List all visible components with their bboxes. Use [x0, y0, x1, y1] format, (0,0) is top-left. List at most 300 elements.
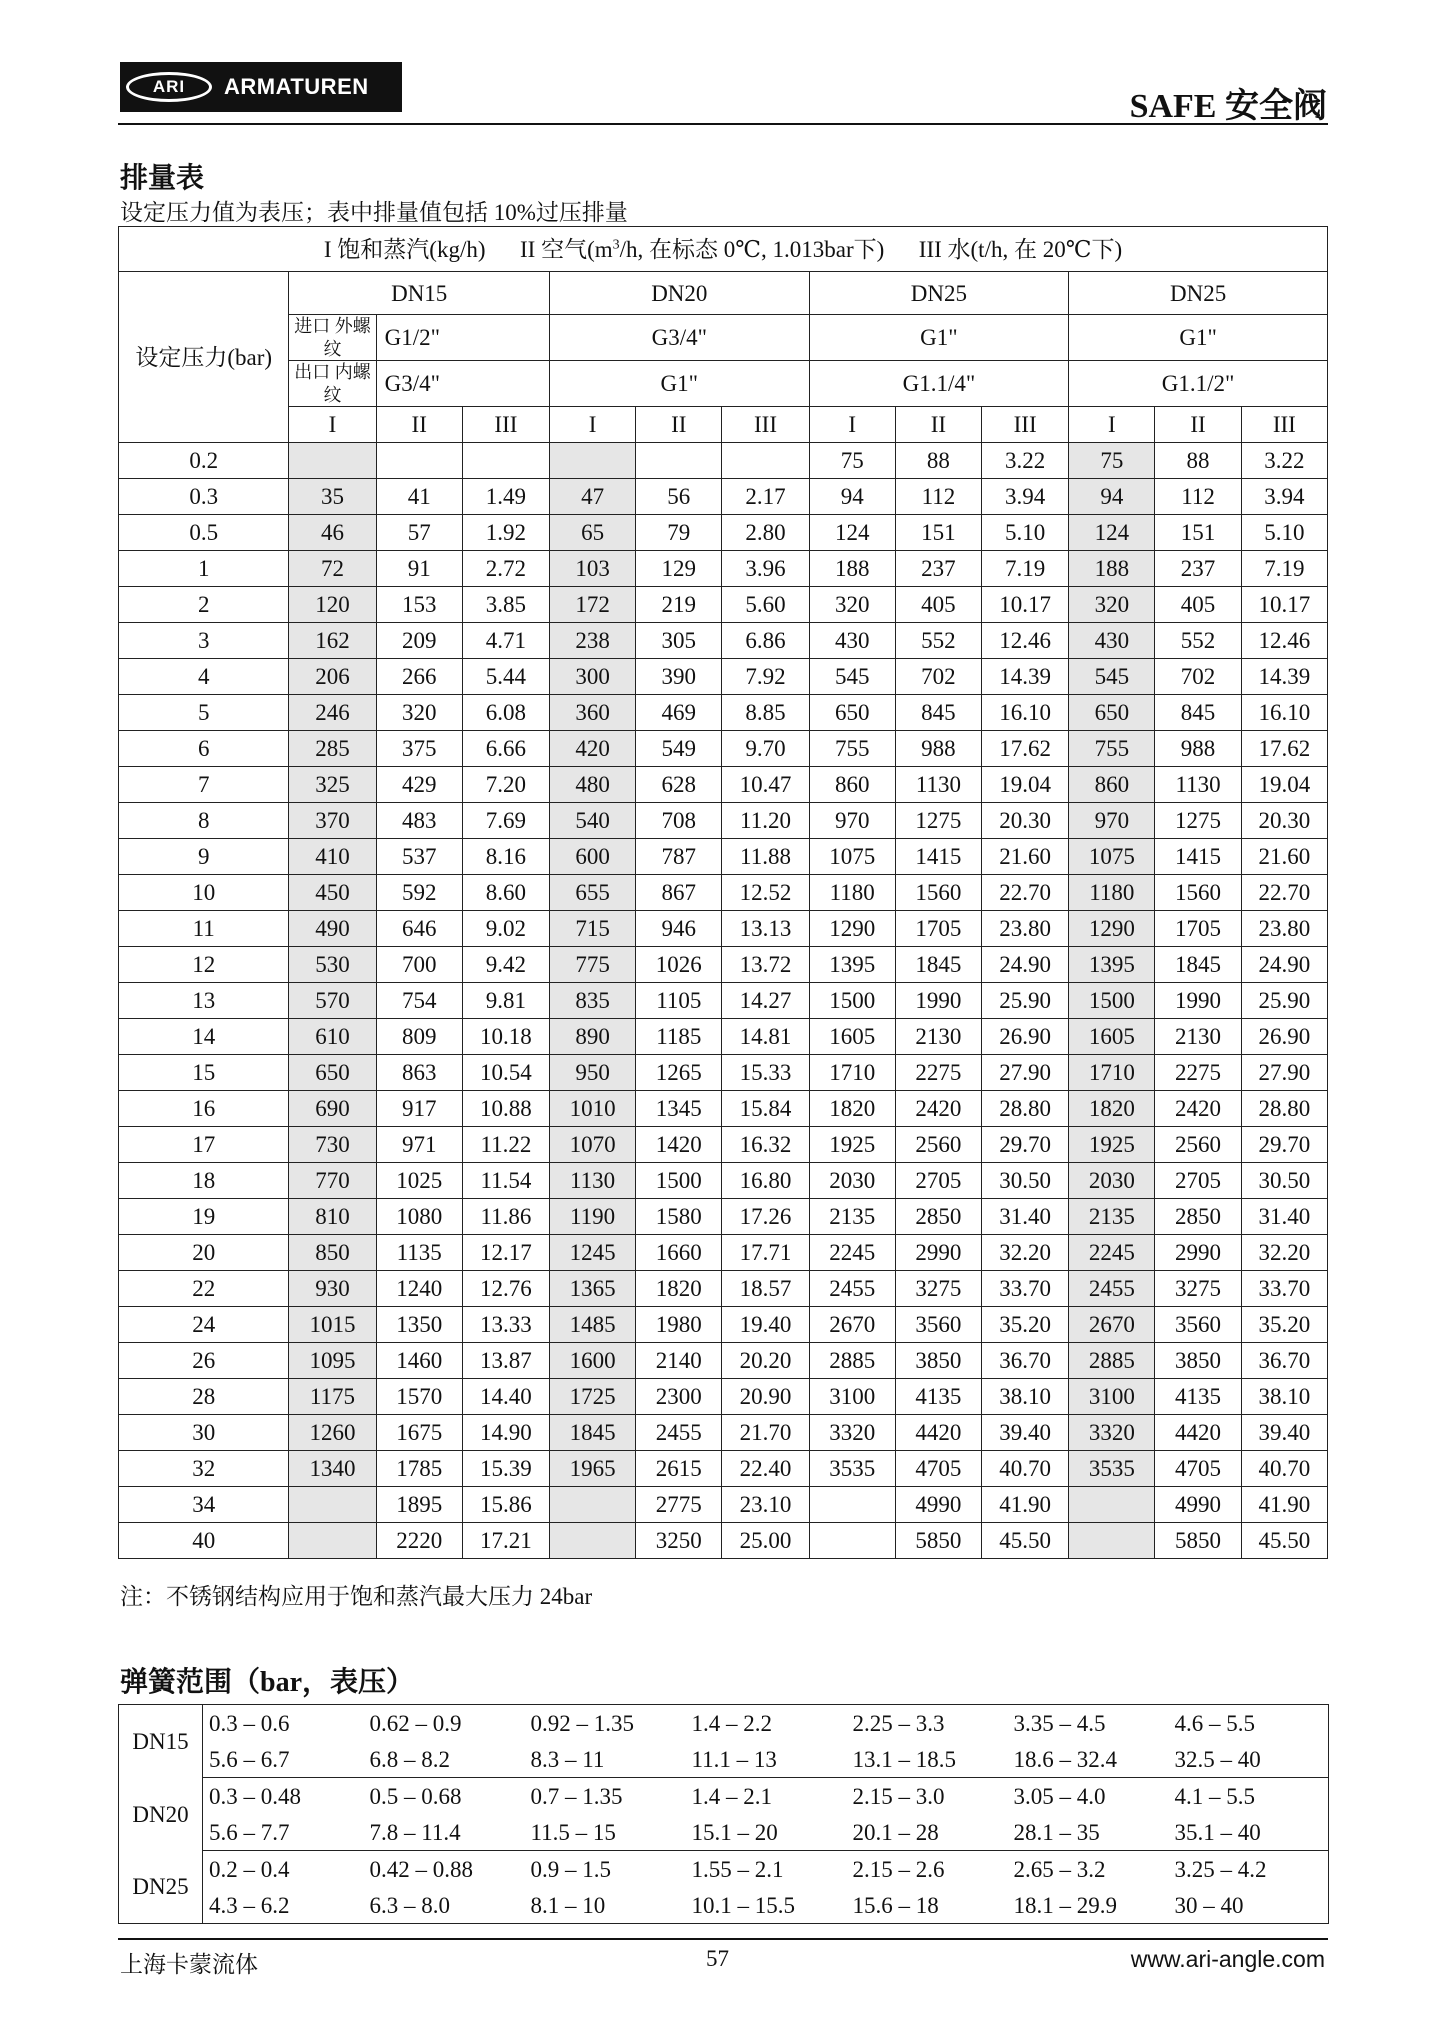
capacity-cell: 38.10 — [1241, 1379, 1327, 1415]
capacity-cell: 11.86 — [462, 1199, 549, 1235]
capacity-cell: 650 — [1069, 695, 1155, 731]
capacity-cell: 2.80 — [722, 515, 809, 551]
medium-subheader-cell: III — [462, 407, 549, 443]
capacity-cell: 237 — [1155, 551, 1241, 587]
table-row — [119, 695, 1328, 731]
capacity-cell: 45.50 — [982, 1523, 1069, 1559]
capacity-cell: 4990 — [895, 1487, 981, 1523]
capacity-cell: 1025 — [376, 1163, 462, 1199]
capacity-cell: 1185 — [636, 1019, 722, 1055]
capacity-cell: 1075 — [1069, 839, 1155, 875]
capacity-cell: 153 — [376, 587, 462, 623]
capacity-cell: 410 — [289, 839, 376, 875]
set-pressure-cell: 6 — [119, 731, 289, 767]
capacity-cell: 2885 — [1069, 1343, 1155, 1379]
capacity-cell: 1265 — [636, 1055, 722, 1091]
spring-range-cell: 20.1 – 28 — [847, 1814, 1008, 1851]
capacity-cell: 9.42 — [462, 947, 549, 983]
capacity-cell: 32.20 — [982, 1235, 1069, 1271]
capacity-cell: 75 — [809, 443, 895, 479]
capacity-cell: 91 — [376, 551, 462, 587]
capacity-cell: 850 — [289, 1235, 376, 1271]
capacity-cell: 20.90 — [722, 1379, 809, 1415]
spring-range-cell: 15.6 – 18 — [847, 1887, 1008, 1924]
capacity-cell: 14.90 — [462, 1415, 549, 1451]
table-row — [119, 1127, 1328, 1163]
capacity-cell: 13.13 — [722, 911, 809, 947]
spring-range-cell: 1.4 – 2.1 — [691, 1783, 772, 1809]
set-pressure-cell: 28 — [119, 1379, 289, 1415]
capacity-cell: 13.87 — [462, 1343, 549, 1379]
capacity-cell: 209 — [376, 623, 462, 659]
capacity-cell: 1080 — [376, 1199, 462, 1235]
capacity-cell — [1069, 1523, 1155, 1559]
capacity-cell: 72 — [289, 551, 376, 587]
capacity-cell: 970 — [1069, 803, 1155, 839]
capacity-cell: 79 — [636, 515, 722, 551]
medium-subheader-cell: III — [1241, 407, 1327, 443]
capacity-cell: 124 — [1069, 515, 1155, 551]
capacity-cell: 1180 — [1069, 875, 1155, 911]
spring-range-cell: 30 – 40 — [1169, 1887, 1329, 1924]
capacity-cell: 3.94 — [982, 479, 1069, 515]
spring-range-cell: 0.5 – 0.68 — [369, 1783, 462, 1809]
spring-range-cell: 10.1 – 15.5 — [686, 1887, 847, 1924]
inlet-dn20: G3/4" — [550, 315, 810, 361]
capacity-cell: 549 — [636, 731, 722, 767]
capacity-cell: 1820 — [1069, 1091, 1155, 1127]
capacity-cell: 36.70 — [982, 1343, 1069, 1379]
spring-range-cell: 18.1 – 29.9 — [1008, 1887, 1169, 1924]
capacity-cell: 162 — [289, 623, 376, 659]
capacity-cell: 1660 — [636, 1235, 722, 1271]
capacity-cell: 26.90 — [982, 1019, 1069, 1055]
capacity-cell: 14.81 — [722, 1019, 809, 1055]
capacity-cell: 12.46 — [982, 623, 1069, 659]
spring-range-cell: 7.8 – 11.4 — [364, 1814, 525, 1851]
size-header-dn15: DN15 — [289, 272, 550, 315]
set-pressure-cell: 1 — [119, 551, 289, 587]
spring-row — [119, 1887, 1329, 1924]
capacity-cell: 13.33 — [462, 1307, 549, 1343]
capacity-cell: 94 — [1069, 479, 1155, 515]
capacity-cell: 88 — [895, 443, 981, 479]
capacity-cell: 8.60 — [462, 875, 549, 911]
capacity-cell: 1130 — [550, 1163, 636, 1199]
capacity-cell: 94 — [809, 479, 895, 515]
capacity-cell: 2275 — [1155, 1055, 1241, 1091]
capacity-cell: 1500 — [1069, 983, 1155, 1019]
capacity-cell: 5850 — [1155, 1523, 1241, 1559]
capacity-cell: 988 — [1155, 731, 1241, 767]
capacity-cell: 845 — [895, 695, 981, 731]
capacity-cell: 770 — [289, 1163, 376, 1199]
capacity-cell: 2560 — [895, 1127, 981, 1163]
capacity-cell: 3535 — [1069, 1451, 1155, 1487]
capacity-cell: 7.69 — [462, 803, 549, 839]
capacity-cell: 188 — [1069, 551, 1155, 587]
capacity-cell: 1820 — [809, 1091, 895, 1127]
capacity-cell: 5.10 — [1241, 515, 1327, 551]
capacity-cell — [376, 443, 462, 479]
capacity-cell: 2615 — [636, 1451, 722, 1487]
table-row — [119, 1451, 1328, 1487]
capacity-cell: 10.18 — [462, 1019, 549, 1055]
set-pressure-cell: 16 — [119, 1091, 289, 1127]
capacity-cell: 300 — [550, 659, 636, 695]
capacity-cell: 1130 — [1155, 767, 1241, 803]
capacity-cell: 320 — [376, 695, 462, 731]
capacity-cell: 17.62 — [982, 731, 1069, 767]
capacity-cell: 1105 — [636, 983, 722, 1019]
set-pressure-cell: 2 — [119, 587, 289, 623]
table-row — [119, 983, 1328, 1019]
capacity-cell: 1980 — [636, 1307, 722, 1343]
footer-website: www.ari-angle.com — [1130, 1946, 1325, 1972]
inlet-dn25-a: G1" — [809, 315, 1069, 361]
capacity-cell: 6.08 — [462, 695, 549, 731]
table-row — [119, 551, 1328, 587]
flow-table-subtitle: 设定压力值为表压；表中排量值包括 10%过压排量 — [120, 200, 628, 225]
capacity-cell — [462, 443, 549, 479]
capacity-cell: 20.30 — [1241, 803, 1327, 839]
set-pressure-cell: 22 — [119, 1271, 289, 1307]
capacity-cell — [550, 1523, 636, 1559]
capacity-cell: 1925 — [1069, 1127, 1155, 1163]
capacity-cell: 650 — [809, 695, 895, 731]
set-pressure-cell: 40 — [119, 1523, 289, 1559]
capacity-cell: 1500 — [809, 983, 895, 1019]
capacity-cell: 1925 — [809, 1127, 895, 1163]
capacity-cell: 21.70 — [722, 1415, 809, 1451]
set-pressure-cell: 8 — [119, 803, 289, 839]
capacity-cell: 2245 — [1069, 1235, 1155, 1271]
capacity-cell: 2275 — [895, 1055, 981, 1091]
capacity-cell: 3100 — [809, 1379, 895, 1415]
ari-logo-text: ARMATUREN — [224, 74, 369, 99]
outlet-dn25-a: G1.1/4" — [809, 361, 1069, 407]
capacity-cell — [722, 443, 809, 479]
capacity-cell: 450 — [289, 875, 376, 911]
table-row — [119, 767, 1328, 803]
capacity-cell: 5.10 — [982, 515, 1069, 551]
capacity-cell: 10.47 — [722, 767, 809, 803]
capacity-cell: 1.92 — [462, 515, 549, 551]
capacity-cell: 1340 — [289, 1451, 376, 1487]
capacity-cell: 31.40 — [1241, 1199, 1327, 1235]
capacity-cell: 3.96 — [722, 551, 809, 587]
capacity-cell — [1069, 1487, 1155, 1523]
table-row — [119, 911, 1328, 947]
capacity-cell: 19.04 — [1241, 767, 1327, 803]
capacity-cell: 702 — [895, 659, 981, 695]
table-row — [119, 623, 1328, 659]
capacity-cell: 715 — [550, 911, 636, 947]
capacity-cell: 690 — [289, 1091, 376, 1127]
set-pressure-cell: 30 — [119, 1415, 289, 1451]
capacity-cell: 946 — [636, 911, 722, 947]
capacity-cell: 1395 — [1069, 947, 1155, 983]
capacity-cell: 3275 — [1155, 1271, 1241, 1307]
capacity-cell: 2885 — [809, 1343, 895, 1379]
capacity-cell: 266 — [376, 659, 462, 695]
capacity-cell: 22.70 — [982, 875, 1069, 911]
inlet-label: 进口 外螺纹 — [289, 315, 376, 361]
table-row — [119, 443, 1328, 479]
capacity-cell: 537 — [376, 839, 462, 875]
capacity-cell: 1026 — [636, 947, 722, 983]
medium-subheader-row — [119, 407, 1328, 443]
capacity-cell: 1.49 — [462, 479, 549, 515]
capacity-cell: 17.62 — [1241, 731, 1327, 767]
capacity-cell: 15.84 — [722, 1091, 809, 1127]
ari-logo-mark: ARI — [126, 72, 212, 102]
capacity-cell: 38.10 — [982, 1379, 1069, 1415]
capacity-cell: 3250 — [636, 1523, 722, 1559]
capacity-cell: 7.19 — [982, 551, 1069, 587]
legend-water: III 水(t/h, 在 20℃下) — [918, 236, 1123, 262]
table-row — [119, 479, 1328, 515]
capacity-cell: 124 — [809, 515, 895, 551]
flow-table-title: 排量表 — [120, 163, 205, 194]
capacity-cell: 1365 — [550, 1271, 636, 1307]
set-pressure-cell: 7 — [119, 767, 289, 803]
spring-range-cell: 0.3 – 0.6 — [209, 1710, 290, 1736]
capacity-cell: 545 — [809, 659, 895, 695]
capacity-cell: 4705 — [1155, 1451, 1241, 1487]
set-pressure-cell: 0.2 — [119, 443, 289, 479]
capacity-cell: 11.22 — [462, 1127, 549, 1163]
capacity-cell — [289, 1487, 376, 1523]
spring-range-cell: 18.6 – 32.4 — [1008, 1741, 1169, 1778]
capacity-cell: 420 — [550, 731, 636, 767]
table-row — [119, 515, 1328, 551]
capacity-cell: 285 — [289, 731, 376, 767]
capacity-cell: 810 — [289, 1199, 376, 1235]
spring-range-cell: 5.6 – 7.7 — [203, 1814, 364, 1851]
spring-range-cell: 32.5 – 40 — [1169, 1741, 1329, 1778]
capacity-cell: 1675 — [376, 1415, 462, 1451]
capacity-cell: 25.90 — [982, 983, 1069, 1019]
capacity-cell: 21.60 — [982, 839, 1069, 875]
spring-row — [119, 1851, 1329, 1888]
footer-company: 上海卡蒙流体 — [120, 1952, 258, 1977]
capacity-cell: 4135 — [895, 1379, 981, 1415]
set-pressure-cell: 9 — [119, 839, 289, 875]
size-header-dn25-a: DN25 — [809, 272, 1069, 315]
capacity-cell: 592 — [376, 875, 462, 911]
capacity-cell: 2670 — [809, 1307, 895, 1343]
capacity-cell: 890 — [550, 1019, 636, 1055]
capacity-cell: 35.20 — [982, 1307, 1069, 1343]
capacity-cell: 19.04 — [982, 767, 1069, 803]
capacity-cell: 33.70 — [1241, 1271, 1327, 1307]
medium-subheader-cell: I — [809, 407, 895, 443]
capacity-cell: 5.60 — [722, 587, 809, 623]
capacity-cell: 3850 — [895, 1343, 981, 1379]
table-row — [119, 1091, 1328, 1127]
capacity-cell: 2135 — [1069, 1199, 1155, 1235]
capacity-cell: 3320 — [809, 1415, 895, 1451]
table-row — [119, 1415, 1328, 1451]
capacity-cell: 88 — [1155, 443, 1241, 479]
capacity-cell: 787 — [636, 839, 722, 875]
capacity-cell: 10.17 — [1241, 587, 1327, 623]
capacity-cell: 2130 — [895, 1019, 981, 1055]
capacity-cell: 112 — [895, 479, 981, 515]
set-pressure-cell: 20 — [119, 1235, 289, 1271]
capacity-cell: 39.40 — [982, 1415, 1069, 1451]
capacity-cell: 809 — [376, 1019, 462, 1055]
capacity-cell: 25.90 — [1241, 983, 1327, 1019]
capacity-cell: 2990 — [1155, 1235, 1241, 1271]
set-pressure-cell: 18 — [119, 1163, 289, 1199]
capacity-cell: 370 — [289, 803, 376, 839]
capacity-cell: 4135 — [1155, 1379, 1241, 1415]
capacity-cell: 112 — [1155, 479, 1241, 515]
table-row — [119, 1523, 1328, 1559]
capacity-cell: 610 — [289, 1019, 376, 1055]
capacity-cell: 39.40 — [1241, 1415, 1327, 1451]
table-row — [119, 1271, 1328, 1307]
spring-range-cell: 2.25 – 3.3 — [852, 1710, 945, 1736]
spring-range-cell: 8.3 – 11 — [525, 1741, 686, 1778]
capacity-cell: 10.54 — [462, 1055, 549, 1091]
table-note: 注：不锈钢结构应用于饱和蒸汽最大压力 24bar — [120, 1584, 593, 1609]
capacity-cell: 3275 — [895, 1271, 981, 1307]
set-pressure-cell: 17 — [119, 1127, 289, 1163]
document-title: SAFE 安全阀 — [1129, 88, 1327, 125]
set-pressure-cell: 34 — [119, 1487, 289, 1523]
capacity-cell: 863 — [376, 1055, 462, 1091]
capacity-cell: 29.70 — [982, 1127, 1069, 1163]
spring-range-cell: 11.1 – 13 — [686, 1741, 847, 1778]
capacity-cell: 1605 — [1069, 1019, 1155, 1055]
capacity-cell: 46 — [289, 515, 376, 551]
set-pressure-cell: 11 — [119, 911, 289, 947]
table-row — [119, 1379, 1328, 1415]
capacity-cell: 3535 — [809, 1451, 895, 1487]
capacity-cell: 375 — [376, 731, 462, 767]
capacity-cell: 16.32 — [722, 1127, 809, 1163]
capacity-cell: 845 — [1155, 695, 1241, 731]
capacity-cell: 600 — [550, 839, 636, 875]
capacity-cell: 28.80 — [982, 1091, 1069, 1127]
outlet-dn25-b: G1.1/2" — [1069, 361, 1328, 407]
capacity-cell: 3560 — [895, 1307, 981, 1343]
capacity-cell: 860 — [809, 767, 895, 803]
capacity-cell: 950 — [550, 1055, 636, 1091]
capacity-cell: 8.16 — [462, 839, 549, 875]
capacity-cell: 22.40 — [722, 1451, 809, 1487]
capacity-cell: 429 — [376, 767, 462, 803]
capacity-cell: 206 — [289, 659, 376, 695]
table-row — [119, 1307, 1328, 1343]
capacity-cell: 14.40 — [462, 1379, 549, 1415]
flow-capacity-table — [118, 226, 1328, 1559]
capacity-cell: 1560 — [895, 875, 981, 911]
capacity-cell: 1710 — [809, 1055, 895, 1091]
capacity-cell: 75 — [1069, 443, 1155, 479]
capacity-cell: 360 — [550, 695, 636, 731]
capacity-cell: 36.70 — [1241, 1343, 1327, 1379]
capacity-cell: 754 — [376, 983, 462, 1019]
capacity-cell: 7.20 — [462, 767, 549, 803]
spring-range-cell: 4.6 – 5.5 — [1174, 1710, 1255, 1736]
capacity-cell: 3.85 — [462, 587, 549, 623]
capacity-cell: 390 — [636, 659, 722, 695]
capacity-cell: 1010 — [550, 1091, 636, 1127]
footer-divider — [118, 1938, 1328, 1940]
spring-range-cell: 0.7 – 1.35 — [530, 1783, 623, 1809]
capacity-cell: 6.86 — [722, 623, 809, 659]
capacity-cell: 2420 — [895, 1091, 981, 1127]
spring-row — [119, 1814, 1329, 1851]
capacity-cell: 860 — [1069, 767, 1155, 803]
capacity-cell: 1560 — [1155, 875, 1241, 911]
capacity-cell: 14.27 — [722, 983, 809, 1019]
capacity-cell: 3.94 — [1241, 479, 1327, 515]
capacity-cell: 971 — [376, 1127, 462, 1163]
capacity-cell: 552 — [895, 623, 981, 659]
capacity-cell: 9.81 — [462, 983, 549, 1019]
capacity-cell: 19.40 — [722, 1307, 809, 1343]
capacity-cell: 11.88 — [722, 839, 809, 875]
table-row — [119, 587, 1328, 623]
capacity-cell: 219 — [636, 587, 722, 623]
table-row — [119, 1199, 1328, 1235]
capacity-cell: 1245 — [550, 1235, 636, 1271]
capacity-cell: 3.22 — [1241, 443, 1327, 479]
medium-legend — [119, 227, 1328, 272]
table-row — [119, 947, 1328, 983]
capacity-cell: 988 — [895, 731, 981, 767]
capacity-cell: 1605 — [809, 1019, 895, 1055]
medium-subheader-cell: II — [1155, 407, 1241, 443]
capacity-cell: 545 — [1069, 659, 1155, 695]
legend-air: II 空气($m^3/h$, 在标态 0℃, 1.013bar下) — [520, 236, 885, 262]
set-pressure-cell: 32 — [119, 1451, 289, 1487]
capacity-cell: 172 — [550, 587, 636, 623]
capacity-cell: 151 — [1155, 515, 1241, 551]
capacity-cell: 3320 — [1069, 1415, 1155, 1451]
capacity-cell: 40.70 — [1241, 1451, 1327, 1487]
spring-range-table — [118, 1704, 1329, 1924]
capacity-cell: 2775 — [636, 1487, 722, 1523]
spring-range-cell: 3.25 – 4.2 — [1174, 1856, 1267, 1882]
capacity-cell — [636, 443, 722, 479]
capacity-cell: 3850 — [1155, 1343, 1241, 1379]
capacity-cell: 325 — [289, 767, 376, 803]
outlet-label: 出口 内螺纹 — [289, 361, 376, 407]
spring-range-cell: 2.15 – 2.6 — [852, 1856, 945, 1882]
spring-size-cell: DN25 — [119, 1851, 203, 1924]
set-pressure-cell: 12 — [119, 947, 289, 983]
capacity-cell: 24.90 — [1241, 947, 1327, 983]
table-row — [119, 875, 1328, 911]
capacity-cell: 41.90 — [1241, 1487, 1327, 1523]
capacity-cell: 1485 — [550, 1307, 636, 1343]
capacity-cell: 970 — [809, 803, 895, 839]
capacity-cell — [550, 443, 636, 479]
capacity-cell: 246 — [289, 695, 376, 731]
capacity-cell: 1190 — [550, 1199, 636, 1235]
header-divider — [118, 123, 1328, 125]
capacity-cell: 2135 — [809, 1199, 895, 1235]
capacity-cell: 15.39 — [462, 1451, 549, 1487]
table-row — [119, 803, 1328, 839]
capacity-cell: 430 — [809, 623, 895, 659]
